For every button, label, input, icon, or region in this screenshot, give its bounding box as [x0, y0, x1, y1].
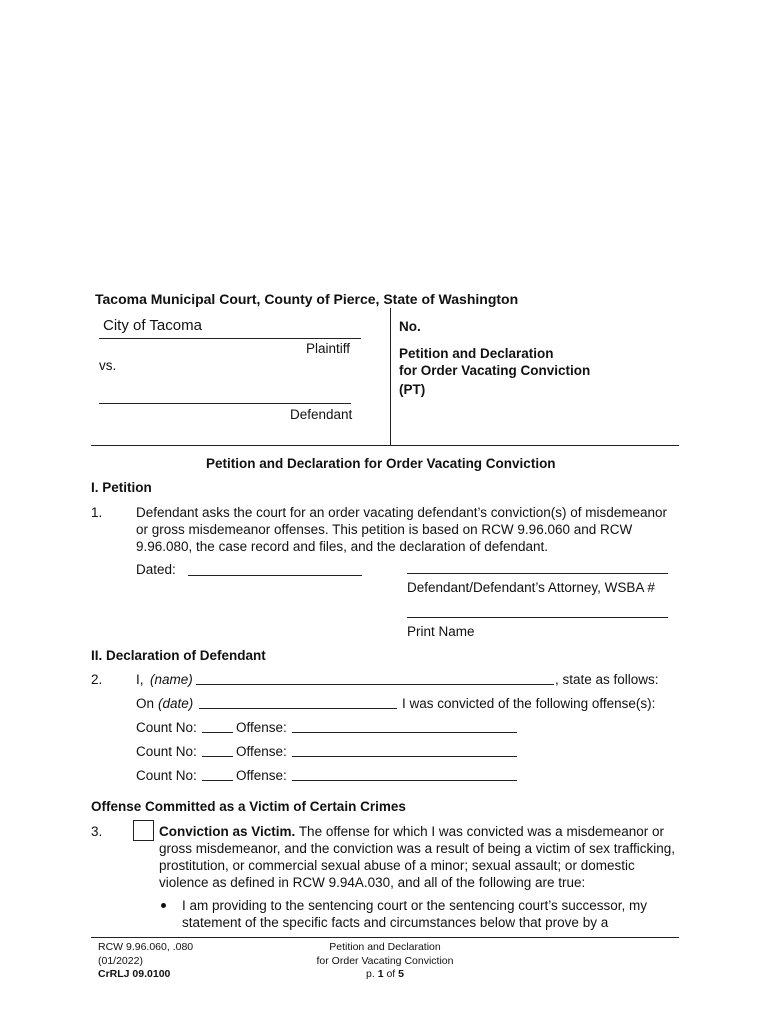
- offense-field[interactable]: [292, 780, 517, 781]
- caption-bottom-rule: [91, 445, 679, 446]
- footer-page-number: [285, 968, 485, 980]
- plaintiff-underline: [99, 338, 361, 339]
- conviction-as-victim-text: The offense for which I was convicted was a misdemeanor or gross misdemeanor, and the conviction was a result of being a victim of sex trafficking, prostitution, or commercial sexual abuse of a minor; sexual assault; or domestic violence as defined in RCW 9.94A.030, and all of the following are true:: [159, 824, 675, 890]
- attorney-signature-line[interactable]: [407, 573, 668, 574]
- conviction-as-victim-label: Conviction as Victim.: [159, 824, 296, 839]
- plaintiff-name: City of Tacoma: [103, 317, 202, 334]
- offense-field[interactable]: [292, 756, 517, 757]
- conviction-date-field[interactable]: [199, 708, 397, 709]
- plaintiff-label: Plaintiff: [306, 341, 351, 356]
- petition-item-number: 1.: [91, 505, 103, 520]
- attorney-label: Defendant/Defendant’s Attorney, WSBA #: [407, 580, 655, 595]
- print-name-label: Print Name: [407, 624, 475, 639]
- footer-rule: [91, 937, 679, 938]
- offense-label: Offense:: [236, 744, 287, 759]
- count-number-field[interactable]: [202, 780, 233, 781]
- name-label: (name): [150, 672, 193, 687]
- page-total: 5: [398, 968, 404, 980]
- petition-heading: I. Petition: [91, 480, 152, 495]
- offense-label: Offense:: [236, 720, 287, 735]
- count-label: Count No:: [136, 720, 197, 735]
- bullet-text: I am providing to the sentencing court or the sentencing court’s successor, my statement of the specific facts and circumstances below that prove by a: [182, 898, 647, 930]
- petition-text: Defendant asks the court for an order vacating defendant’s conviction(s) of misdemeanor or gross misdemeanor offenses. This petition is based on RCW 9.96.060 and RCW 9.96.080, the case record and files, and the declaration of defendant.: [136, 505, 668, 554]
- bullet-icon: [161, 903, 166, 908]
- print-name-line[interactable]: [407, 617, 668, 618]
- doc-title-line3: (PT): [399, 382, 426, 397]
- declaration-heading: II. Declaration of Defendant: [91, 648, 266, 663]
- date-label: (date): [158, 696, 194, 711]
- page-current: 1: [377, 968, 384, 980]
- count-number-field[interactable]: [202, 732, 233, 733]
- victim-section-heading: Offense Committed as a Victim of Certain Crimes: [91, 799, 406, 814]
- offense-field[interactable]: [292, 732, 517, 733]
- name-field[interactable]: [196, 684, 554, 685]
- doc-title-line2: for Order Vacating Conviction: [399, 363, 591, 378]
- doc-title-line1: Petition and Declaration: [399, 346, 554, 361]
- court-title: Tacoma Municipal Court, County of Pierce, State of Washington: [95, 291, 519, 307]
- defendant-underline[interactable]: [99, 403, 351, 404]
- count-label: Count No:: [136, 768, 197, 783]
- state-follows-text: , state as follows:: [555, 672, 659, 687]
- footer-title-line1: Petition and Declaration: [329, 941, 441, 953]
- on-label: On: [136, 696, 155, 711]
- case-no-label: No.: [399, 319, 421, 334]
- count-number-field[interactable]: [202, 756, 233, 757]
- offense-label: Offense:: [236, 768, 287, 783]
- count-label: Count No:: [136, 744, 197, 759]
- dated-field[interactable]: [188, 575, 362, 576]
- convicted-text: I was convicted of the following offense(s):: [402, 696, 656, 711]
- footer-date: (01/2022): [98, 955, 143, 967]
- footer-rcw: RCW 9.96.060, .080: [98, 941, 194, 953]
- page-of: of: [386, 968, 396, 980]
- footer-form-id: CrRLJ 09.0100: [98, 968, 171, 980]
- conviction-as-victim-checkbox[interactable]: [133, 820, 154, 841]
- vs-label: vs.: [99, 358, 117, 373]
- footer-title-line2: for Order Vacating Conviction: [316, 955, 454, 967]
- i-label: I,: [136, 672, 144, 687]
- conviction-as-victim-paragraph: [159, 823, 679, 891]
- dated-label: Dated:: [136, 562, 176, 577]
- caption-divider: [390, 308, 391, 445]
- victim-item-number: 3.: [91, 824, 103, 839]
- main-heading: Petition and Declaration for Order Vacating Conviction: [206, 456, 556, 471]
- declaration-item-number: 2.: [91, 672, 103, 687]
- defendant-label: Defendant: [290, 407, 353, 422]
- page-prefix: p.: [366, 968, 375, 980]
